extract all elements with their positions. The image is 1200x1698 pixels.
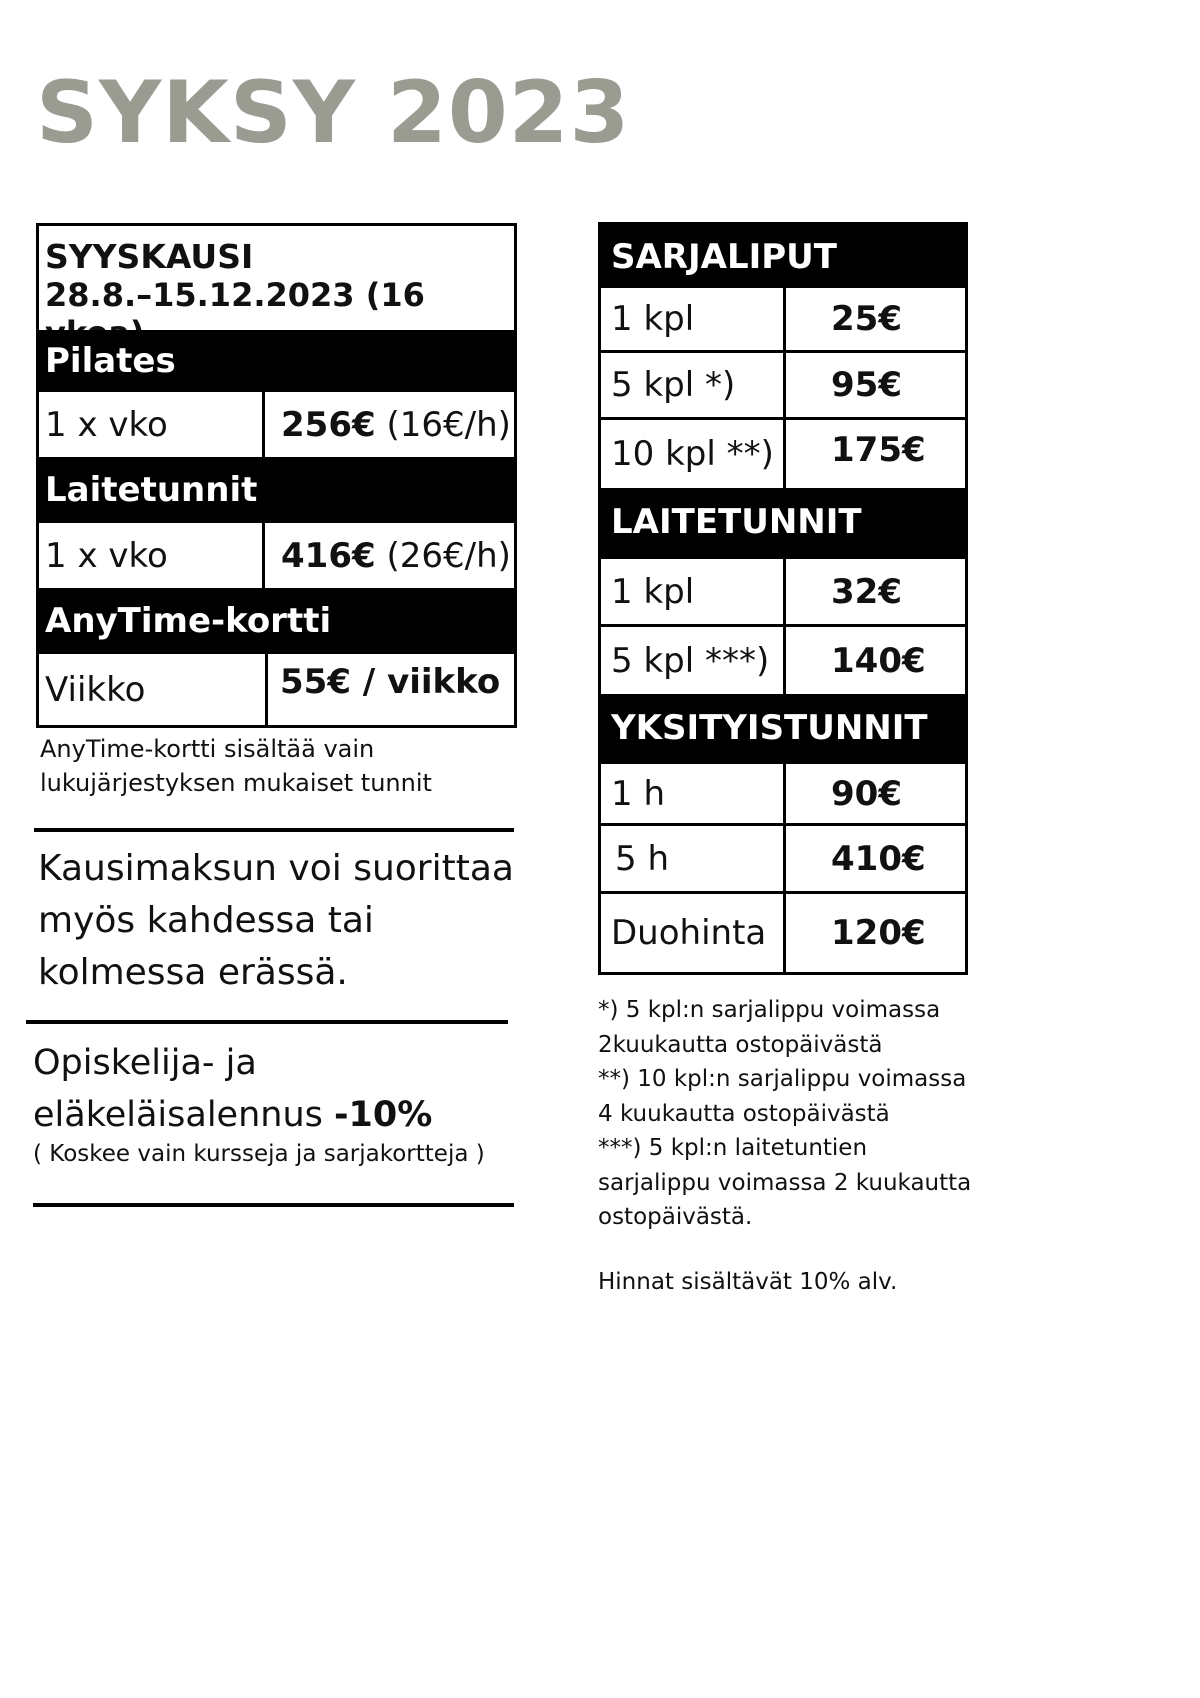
- row-label: 1 kpl: [601, 559, 786, 624]
- season-dates: 28.8.–15.12.2023 (16: [45, 276, 425, 314]
- laitetunnit-price: 416€: [281, 535, 376, 576]
- divider: [33, 1203, 514, 1207]
- laitetunnit-section-header: LAITETUNNIT: [601, 488, 965, 556]
- anytime-note-line: AnyTime-kortti sisältää vain: [40, 735, 375, 763]
- footnotes: [598, 993, 971, 1235]
- table-row: [601, 891, 965, 972]
- pilates-price: 256€: [281, 404, 376, 445]
- footnote-line: **) 10 kpl:n sarjalippu voimassa: [598, 1066, 967, 1092]
- installment-line: kolmessa erässä.: [38, 952, 348, 993]
- row-label: 10 kpl **): [601, 420, 786, 488]
- table-row: [601, 350, 965, 417]
- row-price: 32€: [831, 571, 902, 612]
- discount-block: [33, 1037, 432, 1141]
- discount-text: eläkeläisalennus: [33, 1095, 335, 1135]
- footnote-line: *) 5 kpl:n sarjalippu voimassa: [598, 997, 941, 1023]
- table-row: [601, 823, 965, 891]
- row-label: Duohinta: [601, 894, 786, 972]
- row-label: 1 kpl: [601, 288, 786, 350]
- footnote-line: sarjalippu voimassa 2 kuukautta: [598, 1169, 972, 1196]
- installment-line: Kausimaksun voi suorittaa: [38, 848, 514, 889]
- discount-line2: [33, 1089, 432, 1141]
- row-label: 1 h: [601, 764, 786, 823]
- table-row: [601, 624, 965, 694]
- anytime-price: 55€ / viikko: [280, 662, 501, 702]
- footnote-line: ***) 5 kpl:n laitetuntien: [598, 1135, 868, 1161]
- installment-line: myös kahdessa tai: [38, 900, 374, 941]
- laitetunnit-price-cell: [265, 523, 511, 588]
- ticket-price-table: [598, 222, 968, 975]
- laitetunnit-header: Laitetunnit: [39, 457, 514, 523]
- pilates-header: Pilates: [39, 330, 514, 392]
- page-title: SYKSY 2023: [36, 63, 631, 163]
- laitetunnit-label: 1 x vko: [39, 523, 265, 588]
- table-row: [601, 761, 965, 823]
- anytime-header: AnyTime-kortti: [39, 588, 514, 654]
- divider: [26, 1020, 508, 1024]
- laitetunnit-per-hour: (26€/h): [386, 535, 511, 576]
- row-price: 175€: [831, 430, 926, 470]
- table-row: [601, 285, 965, 350]
- season-name: SYYSKAUSI: [45, 237, 254, 276]
- season-header: [39, 226, 514, 330]
- yksityistunnit-header: YKSITYISTUNNIT: [601, 694, 965, 761]
- row-price: 95€: [831, 365, 902, 405]
- vat-note: Hinnat sisältävät 10% alv.: [598, 1269, 898, 1295]
- footnote-line: ostopäivästä.: [598, 1204, 753, 1230]
- anytime-note-line: lukujärjestyksen mukaiset tunnit: [40, 769, 432, 797]
- footnote-line: 2kuukautta ostopäivästä: [598, 1031, 883, 1058]
- row-price: 120€: [831, 913, 926, 953]
- divider: [34, 828, 514, 832]
- row-label: 5 kpl ***): [601, 627, 786, 694]
- anytime-row: [39, 651, 514, 725]
- discount-note: ( Koskee vain kursseja ja sarjakortteja ): [33, 1141, 485, 1167]
- pilates-price-cell: [265, 392, 511, 457]
- pilates-label: 1 x vko: [39, 392, 265, 457]
- footnote-line: 4 kuukautta ostopäivästä: [598, 1100, 890, 1127]
- pilates-row: [39, 389, 514, 457]
- season-price-table: [36, 223, 517, 728]
- discount-line1: Opiskelija- ja: [33, 1043, 257, 1083]
- row-label: 5 kpl *): [601, 353, 786, 417]
- anytime-label: Viikko: [39, 654, 268, 725]
- row-price: 410€: [831, 838, 926, 879]
- row-label: 5 h: [601, 826, 786, 891]
- row-price: 140€: [831, 640, 926, 681]
- table-row: [601, 556, 965, 624]
- row-price: 90€: [831, 773, 902, 814]
- sarjaliput-header: SARJALIPUT: [601, 225, 965, 288]
- pilates-per-hour: (16€/h): [386, 404, 511, 445]
- row-price: 25€: [831, 299, 902, 339]
- laitetunnit-row: [39, 520, 514, 588]
- discount-value: -10%: [334, 1095, 433, 1135]
- table-row: [601, 417, 965, 488]
- installment-text: [38, 843, 514, 999]
- anytime-note: [40, 732, 432, 800]
